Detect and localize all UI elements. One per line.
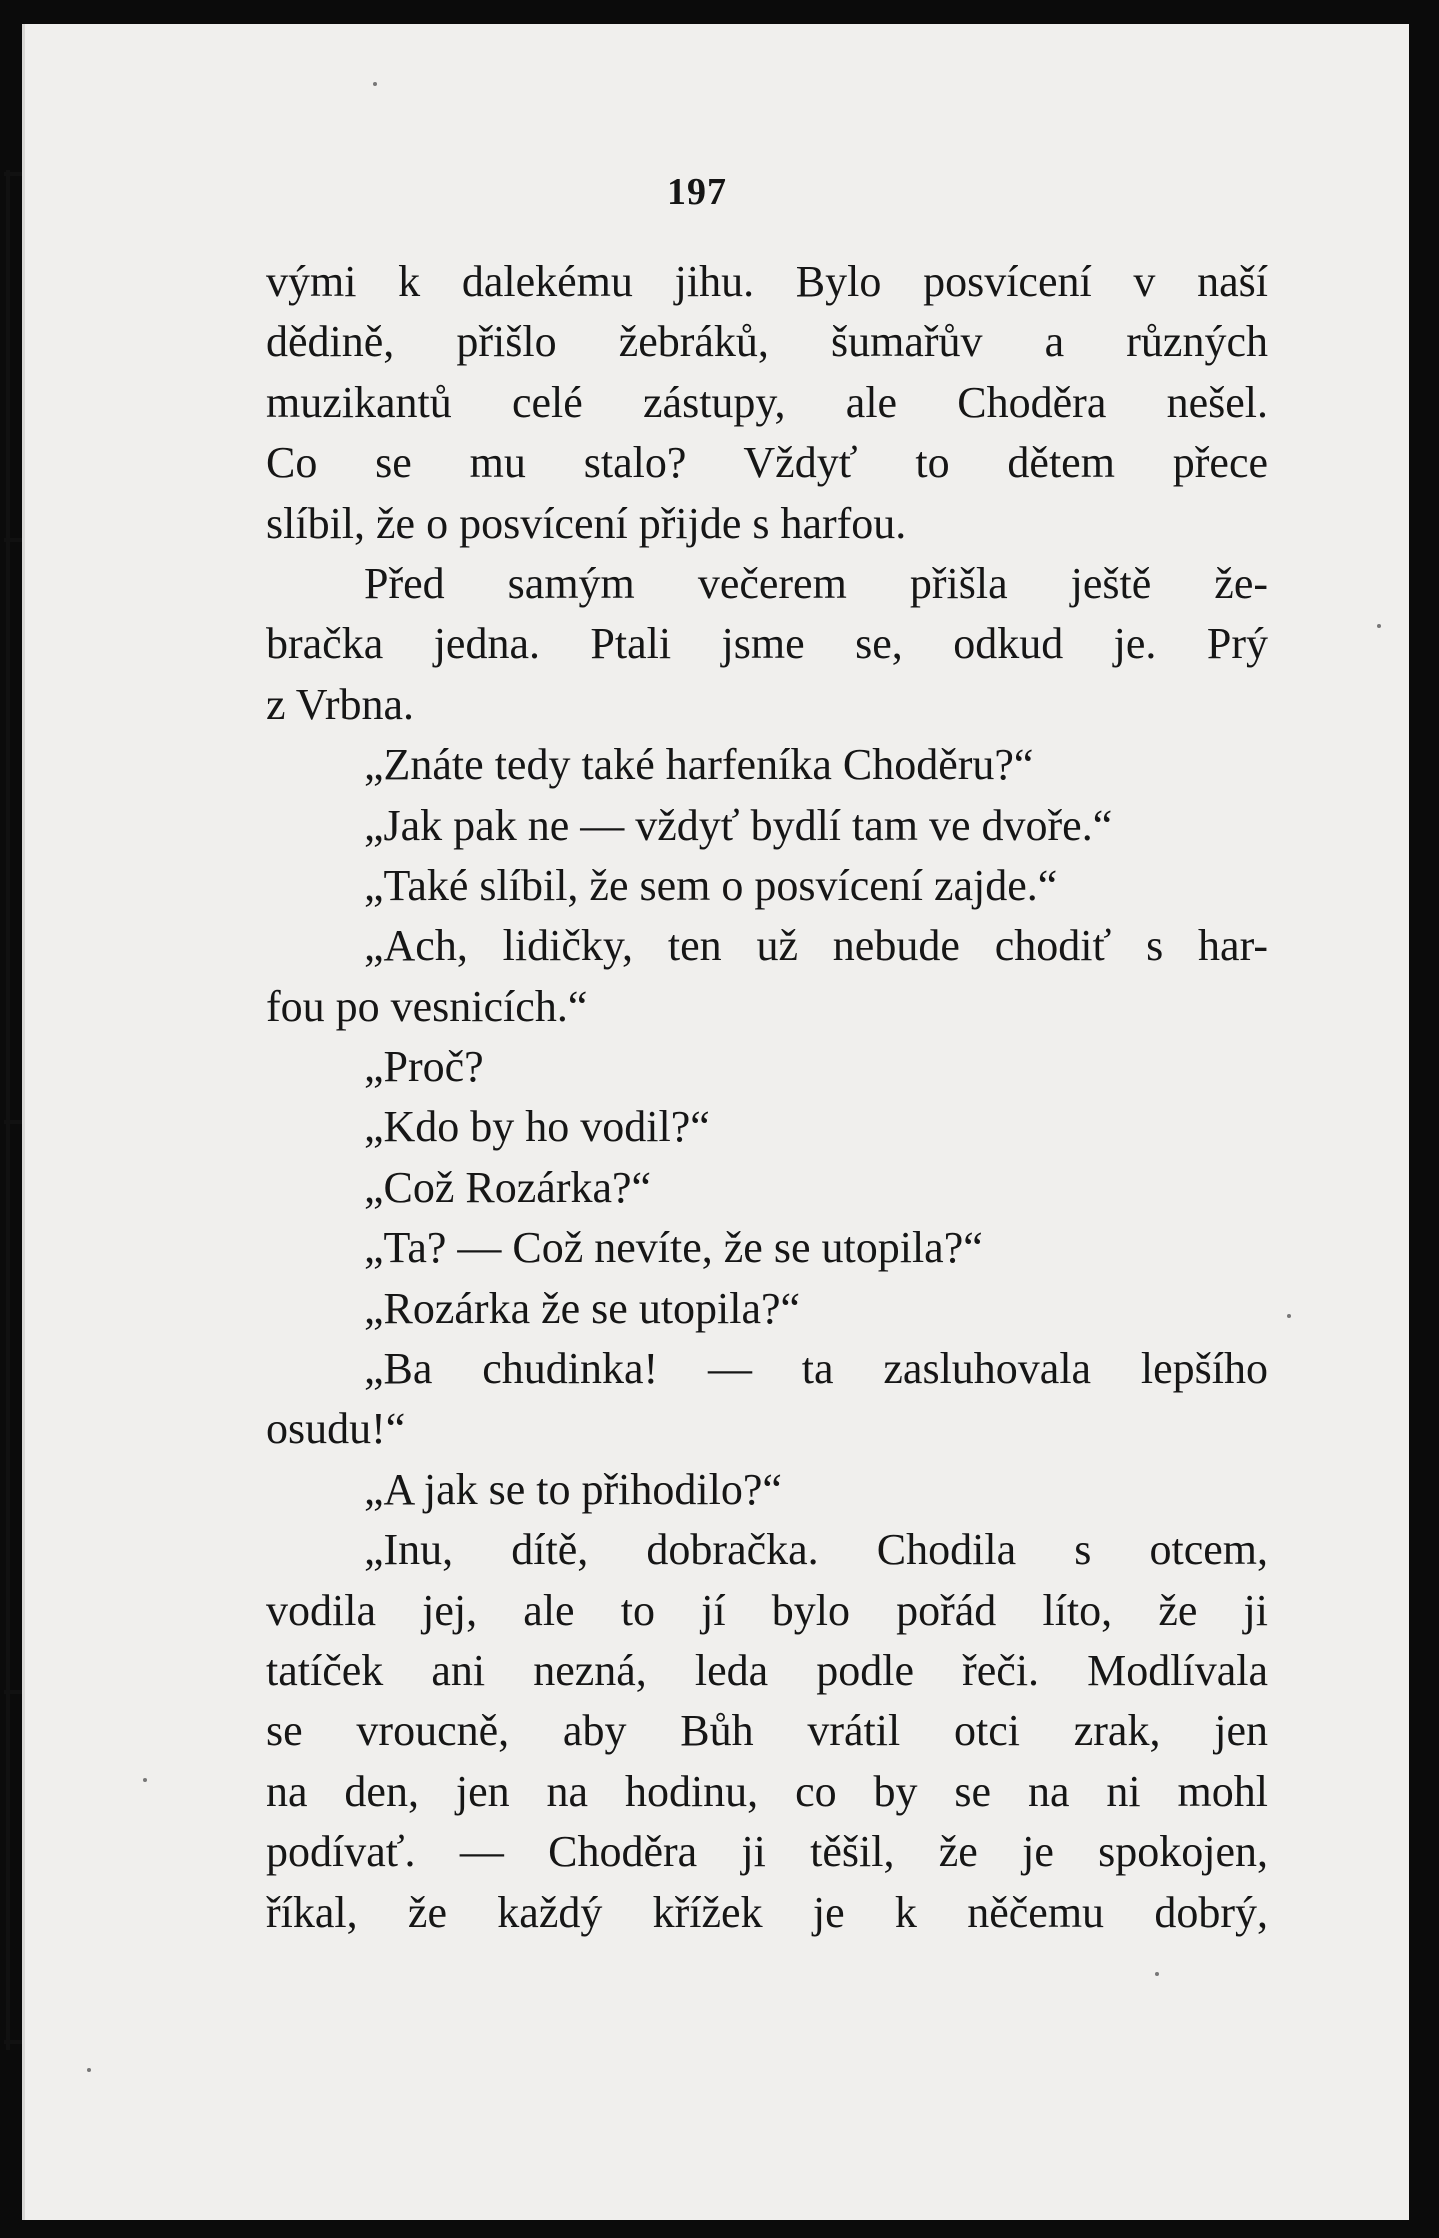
paper-speck	[373, 82, 377, 86]
text-line: Co se mu stalo? Vždyť to dětem přece	[266, 438, 1268, 488]
text-line: „Ta? — Což nevíte, že se utopila?“	[364, 1223, 983, 1273]
text-line: tatíček ani nezná, leda podle řeči. Modlívala	[266, 1645, 1268, 1695]
text-line: říkal, že každý křížek je k něčemu dobrý,	[266, 1887, 1268, 1937]
text-line: vodila jej, ale to jí bylo pořád líto, že ji	[266, 1585, 1268, 1635]
text-line: vými k dalekému jihu. Bylo posvícení v naší	[266, 257, 1268, 306]
page-number: 197	[667, 171, 727, 213]
body-text	[266, 252, 1268, 1943]
text-line: „Rozárka že se utopila?“	[364, 1283, 801, 1333]
paper-speck	[87, 2068, 91, 2072]
paper-speck	[1287, 1314, 1291, 1318]
text-line: „Také slíbil, že sem o posvícení zajde.“	[364, 860, 1058, 910]
text-line: osudu!“	[266, 1404, 406, 1454]
paper-speck	[1377, 624, 1381, 628]
text-line: „Jak pak ne — vždyť bydlí tam ve dvoře.“	[364, 800, 1113, 850]
text-line: fou po vesnicích.“	[266, 981, 588, 1031]
paper-speck	[143, 1778, 147, 1782]
text-line: se vroucně, aby Bůh vrátil otci zrak, jen	[266, 1706, 1268, 1756]
text-line: muzikantů celé zástupy, ale Choděra nešel.	[266, 377, 1268, 427]
text-line: dědině, přišlo žebráků, šumařův a různých	[266, 317, 1268, 367]
text-line: podívať. — Choděra ji těšil, že je spokojen,	[266, 1827, 1268, 1877]
text-line: „Proč?	[364, 1042, 484, 1092]
text-line: z Vrbna.	[266, 679, 415, 729]
text-line: slíbil, že o posvícení přijde s harfou.	[266, 498, 907, 548]
text-line: bračka jedna. Ptali jsme se, odkud je. Prý	[266, 619, 1268, 669]
text-line: „Inu, dítě, dobračka. Chodila s otcem,	[364, 1525, 1268, 1575]
text-line: „Znáte tedy také harfeníka Choděru?“	[364, 740, 1034, 790]
text-line: na den, jen na hodinu, co by se na ni mohl	[266, 1766, 1268, 1816]
text-line: „Kdo by ho vodil?“	[364, 1102, 710, 1152]
text-line: „Ach, lidičky, ten už nebude chodiť s har-	[364, 921, 1268, 971]
text-line: „A jak se to přihodilo?“	[364, 1464, 782, 1514]
text-line: „Ba chudinka! — ta zasluhovala lepšího	[364, 1344, 1268, 1394]
text-line: „Což Rozárka?“	[364, 1162, 652, 1212]
text-line: Před samým večerem přišla ještě že-	[364, 558, 1268, 608]
paper-speck	[1155, 1972, 1159, 1976]
